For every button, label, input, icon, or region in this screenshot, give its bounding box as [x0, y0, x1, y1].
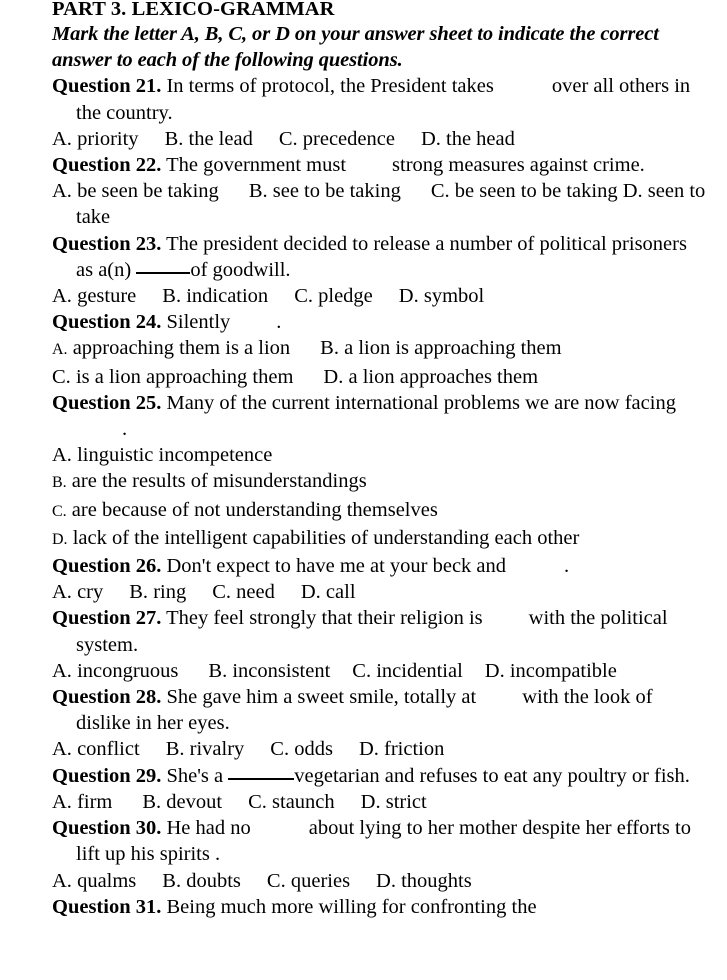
question-stem-after: of goodwill. [190, 258, 291, 281]
question-label: Question 23. [52, 232, 162, 255]
option-letter: D. [360, 790, 381, 813]
option-text: seen to take [76, 180, 706, 229]
question-stem-before: Don't expect to have me at your beck and [161, 555, 507, 578]
question-label: Question 22. [52, 154, 162, 177]
option-text: incompatible [509, 659, 617, 682]
option-letter: A. [52, 285, 72, 308]
option-letter: D. [323, 365, 344, 388]
option-b[interactable] [320, 337, 561, 359]
option-b[interactable] [129, 581, 186, 603]
option-letter: D. [484, 659, 505, 682]
option-letter: A. [52, 738, 72, 761]
option-text: ring [153, 581, 187, 604]
option-text: the lead [188, 127, 253, 150]
option-a[interactable] [52, 285, 136, 307]
question-stem-before: She gave him a sweet smile, totally at [161, 686, 477, 709]
option-a[interactable] [52, 128, 139, 150]
options-row [52, 178, 707, 230]
option-text: conflict [77, 738, 140, 761]
option-letter: B. [52, 474, 67, 492]
question-label: Question 29. [52, 764, 162, 787]
option-letter: D. [420, 127, 441, 150]
question-stem-after: vegetarian and refuses to eat any poultry or fish. [294, 764, 690, 787]
question-stem-after: . [122, 418, 128, 441]
option-c[interactable] [270, 738, 333, 760]
option-letter: C. [294, 285, 313, 308]
option-text: staunch [272, 790, 335, 813]
option-text: doubts [186, 869, 241, 892]
option-text: odds [294, 738, 333, 761]
question-label: Question 26. [52, 555, 162, 578]
answer-blank [136, 272, 190, 274]
question-stem-after: . [276, 311, 282, 334]
question-label: Question 30. [52, 817, 162, 840]
option-d[interactable] [323, 366, 538, 388]
option-letter: C. [248, 790, 267, 813]
options-row [52, 868, 707, 894]
question-stem [52, 605, 707, 657]
option-text: approaching them is a lion [72, 337, 291, 360]
question-stem [52, 309, 707, 335]
option-d[interactable] [359, 738, 444, 760]
question-stem [52, 684, 707, 736]
question-stem-text: Being much more willing for confronting the [161, 895, 537, 918]
option-text: a lion is approaching them [344, 337, 562, 360]
option-text: strict [385, 790, 427, 813]
option-letter: C. [278, 127, 298, 150]
option-text: firm [77, 790, 113, 813]
option-text: rivalry [189, 738, 245, 761]
option-letter: C. [52, 365, 71, 388]
option-letter: B. [129, 581, 149, 604]
option-text: is a lion approaching them [75, 365, 294, 388]
question-stem-before: Many of the current international problems we are now facing [161, 391, 676, 414]
option-letter: D. [52, 530, 68, 548]
option-text: the head [446, 127, 515, 150]
option-d[interactable] [485, 660, 617, 682]
option-c[interactable] [431, 180, 618, 202]
option-b[interactable] [52, 468, 707, 496]
option-letter: C. [212, 581, 232, 604]
option-d[interactable] [376, 870, 472, 892]
question-stem-before: He had no [161, 817, 251, 840]
question-label: Question 28. [52, 686, 162, 709]
options-row [52, 126, 707, 152]
question-stem-before: The president decided to release a number of political prisoners as a(n) [76, 232, 687, 281]
option-a[interactable] [52, 738, 140, 760]
option-c[interactable] [294, 285, 373, 307]
question-stem-before: In terms of protocol, the President takes [161, 75, 494, 98]
option-text: queries [290, 869, 351, 892]
option-c[interactable] [267, 870, 350, 892]
question-label: Question 21. [52, 75, 162, 98]
option-text: gesture [77, 285, 137, 308]
option-letter: B. [165, 738, 185, 761]
option-a[interactable] [52, 581, 103, 603]
option-text: incidential [376, 659, 463, 682]
options-row [52, 658, 707, 684]
option-d[interactable] [301, 581, 356, 603]
option-text: see to be taking [272, 180, 401, 203]
option-text: thoughts [401, 869, 472, 892]
question-stem-before: The government must [161, 154, 347, 177]
option-letter: D. [376, 869, 396, 892]
question-stem-after: with the look of dislike in her eyes. [76, 686, 653, 735]
option-letter: B. [248, 180, 268, 203]
question-stem [52, 815, 707, 867]
option-c[interactable] [52, 366, 293, 388]
option-letter: A. [52, 659, 72, 682]
question-stem-before: They feel strongly that their religion is [161, 607, 483, 630]
option-text: are because of not understanding themselves [71, 498, 438, 521]
option-letter: D. [300, 581, 321, 604]
option-d[interactable] [52, 525, 707, 553]
question-stem-after: about lying to her mother despite her efforts to lift up his spirits . [76, 817, 691, 866]
options-row [52, 789, 707, 815]
question-stem [52, 763, 707, 789]
option-c[interactable] [212, 581, 275, 603]
option-b[interactable] [249, 180, 401, 202]
instruction-rubric: Mark the letter A, B, C, or D on your answer sheet to indicate the correct answer to each of the following questions. [52, 23, 659, 72]
option-d[interactable] [361, 791, 427, 813]
option-text: precedence [302, 127, 395, 150]
options-row [52, 335, 707, 363]
option-text: devout [166, 790, 223, 813]
option-a[interactable] [52, 791, 112, 813]
option-letter: A. [52, 790, 72, 813]
option-letter: B. [142, 790, 162, 813]
option-text: qualms [77, 869, 137, 892]
option-text: inconsistent [232, 659, 331, 682]
question-label: Question 25. [52, 391, 162, 414]
question-stem [52, 390, 707, 442]
question-stem-after: over all others in the country. [76, 75, 691, 124]
option-text: pledge [318, 285, 373, 308]
option-letter: A. [52, 341, 68, 359]
question-label: Question 31. [52, 895, 162, 918]
option-letter: C. [270, 738, 290, 761]
option-text: call [325, 581, 356, 604]
option-text: be seen be taking [77, 180, 219, 203]
options-row [52, 283, 707, 309]
option-text: cry [77, 581, 104, 604]
question-stem [52, 73, 707, 125]
option-letter: C. [430, 180, 450, 203]
option-b[interactable] [208, 660, 330, 682]
question-stem-before: Silently [161, 311, 231, 334]
option-b[interactable] [162, 870, 241, 892]
option-letter: C. [266, 869, 286, 892]
option-c[interactable] [279, 128, 395, 150]
option-b[interactable] [142, 791, 222, 813]
question-stem [52, 152, 707, 178]
option-text: a lion approaches them [348, 365, 539, 388]
option-text: priority [77, 127, 139, 150]
option-letter: A. [52, 180, 72, 203]
option-letter: B. [162, 285, 182, 308]
option-a[interactable] [52, 660, 178, 682]
option-text: need [236, 581, 275, 604]
option-letter: B. [320, 337, 339, 360]
options-row [52, 579, 707, 605]
option-text: incongruous [77, 659, 179, 682]
option-a[interactable] [52, 870, 136, 892]
option-letter: C. [352, 659, 372, 682]
option-letter: B. [208, 659, 228, 682]
option-text: linguistic incompetence [77, 444, 273, 467]
option-letter: B. [164, 127, 184, 150]
question-stem [52, 231, 707, 283]
option-text: are the results of misunderstandings [71, 470, 367, 493]
option-b[interactable] [166, 738, 245, 760]
option-a[interactable] [52, 442, 707, 468]
option-letter: A. [52, 444, 72, 467]
option-letter: B. [162, 869, 182, 892]
option-c[interactable] [352, 660, 462, 682]
option-text: be seen to be taking [454, 180, 618, 203]
clipped-question-stem [52, 894, 707, 918]
question-label: Question 27. [52, 607, 162, 630]
answer-blank [228, 778, 294, 780]
question-stem-after: strong measures against crime. [392, 154, 645, 177]
question-stem-before: She's a [161, 764, 229, 787]
option-letter: D. [622, 180, 643, 203]
options-row [52, 364, 707, 390]
option-letter: D. [358, 738, 379, 761]
option-c[interactable] [52, 497, 707, 525]
option-text: indication [186, 285, 269, 308]
option-a[interactable] [52, 180, 219, 202]
option-c[interactable] [248, 791, 335, 813]
question-stem-after: with the political system. [76, 607, 668, 656]
part-heading: PART 3. LEXICO-GRAMMAR [52, 0, 335, 20]
option-letter: A. [52, 581, 72, 604]
question-label: Question 24. [52, 311, 162, 334]
options-row [52, 736, 707, 762]
option-text: friction [384, 738, 445, 761]
option-text: lack of the intelligent capabilities of understanding each other [72, 526, 580, 549]
option-letter: C. [52, 502, 67, 520]
option-d[interactable] [421, 128, 515, 150]
option-letter: A. [52, 869, 72, 892]
question-stem-after: . [564, 555, 570, 578]
option-text: symbol [423, 285, 485, 308]
option-a[interactable] [52, 337, 290, 359]
option-b[interactable] [165, 128, 253, 150]
question-stem [52, 553, 707, 579]
option-d[interactable] [399, 285, 484, 307]
option-letter: A. [52, 127, 72, 150]
option-b[interactable] [162, 285, 268, 307]
option-letter: D. [398, 285, 419, 308]
